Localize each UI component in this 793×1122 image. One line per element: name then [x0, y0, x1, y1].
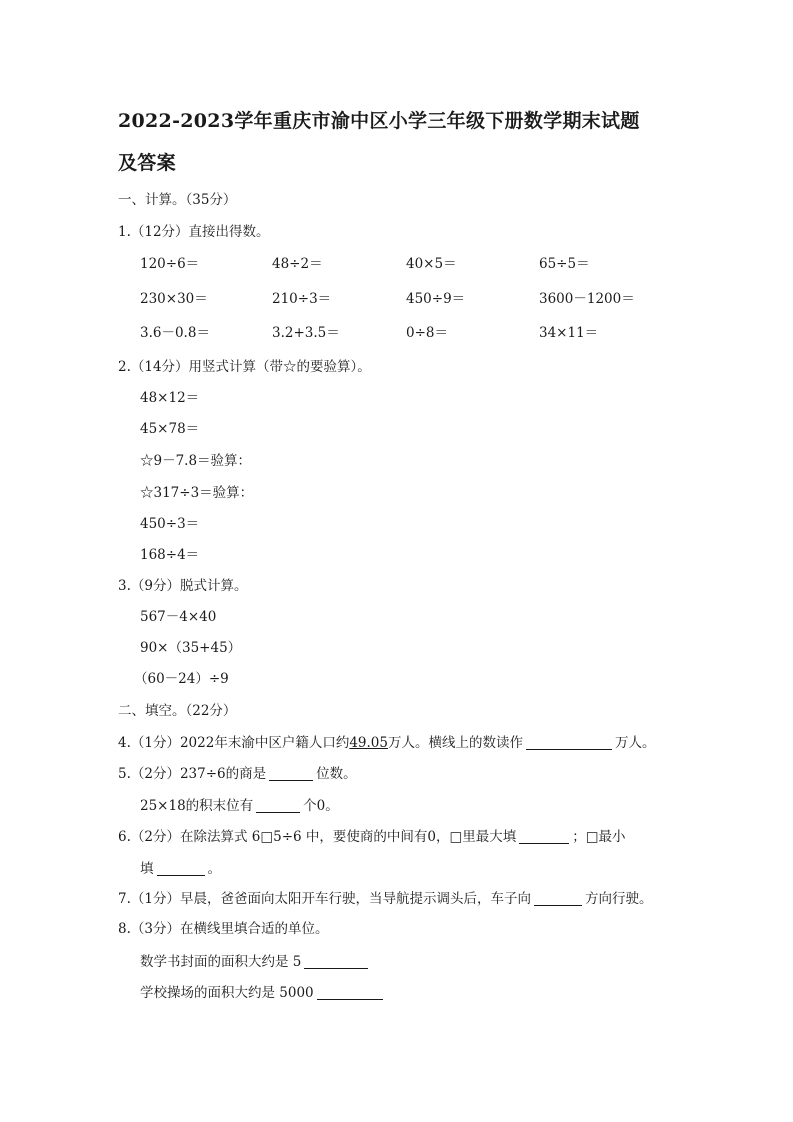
q5-line-a — [118, 762, 357, 782]
q7-prefix: 7.（1分）早晨，爸爸面向太阳开车行驶，当导航提示调头后，车子向 — [118, 891, 531, 907]
q1-cell: 40×5＝ — [406, 256, 457, 272]
q2-item: ☆317÷3＝验算： — [140, 485, 254, 501]
q6-middle: ；□最小 — [572, 829, 626, 845]
q6-max-answer-blank[interactable] — [519, 829, 569, 844]
q1-cell: 210÷3＝ — [272, 291, 332, 307]
q2-item: 168÷4＝ — [140, 547, 200, 563]
q5-a-answer-blank[interactable] — [269, 766, 313, 781]
q8-item-text: 数学书封面的面积大约是 5 — [140, 954, 302, 970]
q7-answer-blank[interactable] — [534, 891, 582, 906]
page-title-line2: 及答案 — [118, 152, 176, 174]
q1-cell: 48÷2＝ — [272, 256, 323, 272]
q4-prefix: 4.（1分）2022年末渝中区户籍人口约 — [118, 735, 350, 751]
q3-item: 567－4×40 — [140, 609, 217, 625]
q3-label: 3.（9分）脱式计算。 — [118, 578, 248, 594]
q2-item: 450÷3＝ — [140, 516, 200, 532]
q8-answer-blank[interactable] — [304, 954, 368, 969]
section1-heading: 一、计算。（35分） — [118, 192, 237, 208]
q7-suffix: 方向行驶。 — [584, 891, 653, 907]
q1-cell: 3.2+3.5＝ — [272, 325, 340, 341]
q2-item: 48×12＝ — [140, 390, 200, 406]
q6-line2 — [140, 857, 221, 877]
q2-item: 45×78＝ — [140, 421, 200, 437]
q8-answer-blank[interactable] — [317, 985, 383, 1000]
q5-b-answer-blank[interactable] — [256, 798, 300, 813]
q1-cell: 3600－1200＝ — [539, 291, 635, 307]
q1-cell: 450÷9＝ — [406, 291, 466, 307]
q1-cell: 0÷8＝ — [406, 325, 448, 341]
q5-b-suffix: 个0。 — [303, 798, 339, 814]
q6-line — [118, 825, 626, 845]
q6-min-answer-blank[interactable] — [157, 861, 205, 876]
q5-line-b — [140, 794, 339, 814]
q8-label: 8.（3分）在横线里填合适的单位。 — [118, 921, 329, 937]
section2-heading: 二、填空。（22分） — [118, 703, 237, 719]
q4-answer-blank[interactable] — [526, 735, 612, 750]
q8-item-text: 学校操场的面积大约是 5000 — [140, 985, 314, 1001]
q3-item: 90×（35+45） — [140, 640, 242, 656]
q1-cell: 230×30＝ — [140, 291, 208, 307]
q6-prefix: 6.（2分）在除法算式 6□5÷6 中，要使商的中间有0，□里最大填 — [118, 829, 517, 845]
q6-line2-prefix: 填 — [140, 861, 154, 877]
q4-underlined-number: 49.05 — [349, 735, 388, 751]
q4-middle: 万人。横线上的数读作 — [387, 735, 523, 751]
q6-line2-suffix: 。 — [207, 861, 221, 877]
q7-line — [118, 887, 652, 907]
q8-item — [140, 950, 371, 970]
q2-item: ☆9－7.8＝验算： — [140, 453, 252, 469]
q1-cell: 34×11＝ — [539, 325, 599, 341]
q3-item: （60－24）÷9 — [134, 671, 229, 687]
q1-cell: 3.6－0.8＝ — [140, 325, 210, 341]
q1-cell: 65÷5＝ — [539, 256, 590, 272]
q8-item — [140, 981, 386, 1001]
q5-a-suffix: 位数。 — [316, 766, 357, 782]
q4-suffix: 万人。 — [614, 735, 656, 751]
q5-b-prefix: 25×18的积末位有 — [140, 798, 254, 814]
q1-cell: 120÷6＝ — [140, 256, 200, 272]
q4-line — [118, 731, 655, 751]
q5-a-prefix: 5.（2分）237÷6的商是 — [118, 766, 267, 782]
q1-label: 1.（12分）直接出得数。 — [118, 224, 270, 240]
q2-label: 2.（14分）用竖式计算（带☆的要验算）。 — [118, 359, 371, 375]
page-title-line1: 2022-2023学年重庆市渝中区小学三年级下册数学期末试题 — [118, 110, 640, 132]
